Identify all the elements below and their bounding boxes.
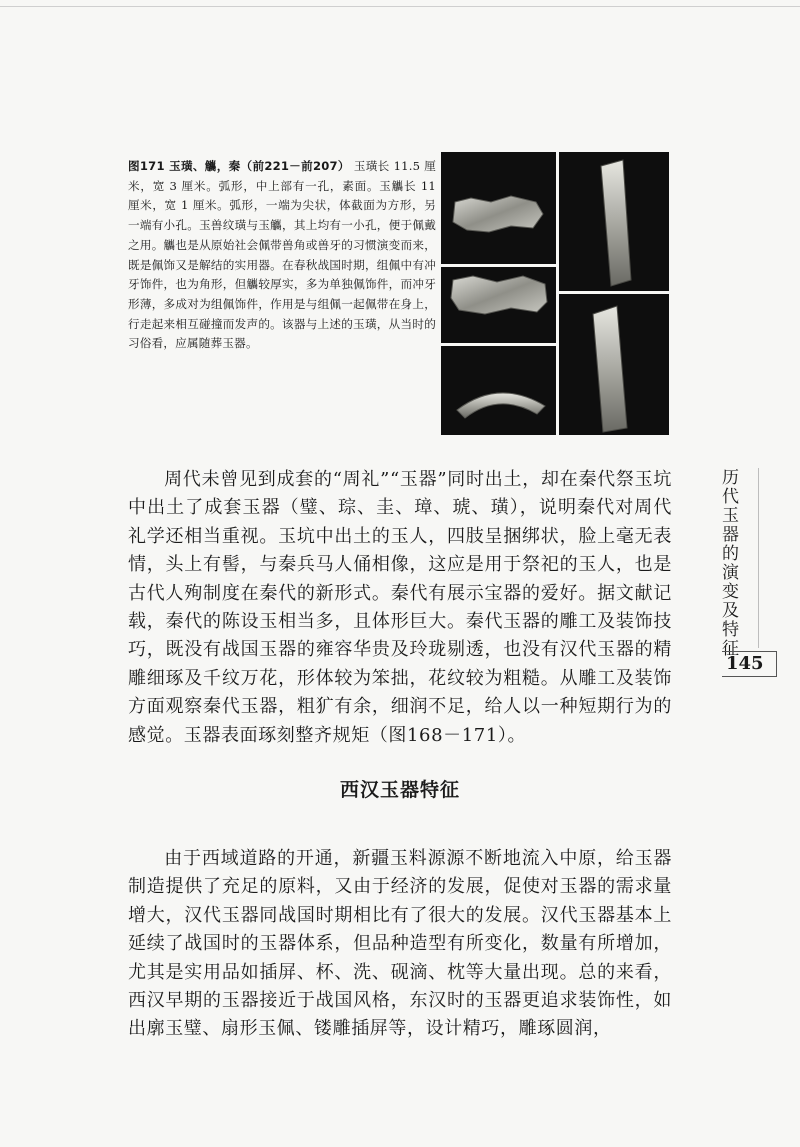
jade-photos-svg — [441, 152, 669, 435]
page-number: 145 — [722, 651, 777, 677]
figure-caption-text: 玉璜长 11.5 厘米，宽 3 厘米。弧形，中上部有一孔，素面。玉觿长 11 厘米，宽 1 厘米。弧形，一端为尖状，体截面为方形，另一端有小孔。玉兽纹璜与玉觿，其上均有一小孔，便于佩戴之用。觿也是从原始社会佩带兽角或兽牙的习惯演变而来，既是佩饰又是解结的实用器。在春秋战国时期，组佩中有冲牙饰件，也为角形，但觿较厚实，多为单独佩饰件，而冲牙形薄，多成对为组佩饰件，作用是与组佩一起佩带在身上，行走起来相互碰撞而发声的。该器与上述的玉璜，从当时的习俗看，应属随葬玉器。 — [128, 159, 436, 351]
jade-piece-3 — [457, 393, 545, 418]
running-head: 历代玉器的演变及特征 — [718, 468, 738, 658]
running-head-rule — [758, 468, 759, 648]
jade-piece-1 — [453, 196, 543, 232]
jade-piece-4 — [601, 160, 631, 286]
figure-heading: 图171 玉璜、觿，秦（前221－前207） — [128, 159, 350, 173]
jade-piece-2 — [451, 276, 547, 314]
figure-caption — [128, 157, 436, 354]
jade-piece-5 — [593, 306, 627, 432]
body-paragraph-qin: 周代未曾见到成套的“周礼”“玉器”同时出土，却在秦代祭玉坑中出土了成套玉器（璧、琮、圭、璋、琥、璜），说明秦代对周代礼学还相当重视。玉坑中出土的玉人，四肢呈捆绑状，脸上毫无表情，头上有髻，与秦兵马人俑相像，这应是用于祭祀的玉人，也是古代人殉制度在秦代的新形式。秦代有展示宝器的爱好。据文献记载，秦代的陈设玉相当多，且体形巨大。秦代玉器的雕工及装饰技巧，既没有战国玉器的雍容华贵及玲珑剔透，也没有汉代玉器的精雕细琢及千纹万花，形体较为笨拙，花纹较为粗糙。从雕工及装饰方面观察秦代玉器，粗犷有余，细润不足，给人以一种短期行为的感觉。玉器表面琢刻整齐规矩（图168－171）。 — [128, 469, 672, 746]
body-paragraph-western-han: 由于西域道路的开通，新疆玉料源源不断地流入中原，给玉器制造提供了充足的原料，又由于经济的发展，促使对玉器的需求量增大，汉代玉器同战国时期相比有了很大的发展。汉代玉器基本上延续了战国时的玉器体系，但品种造型有所变化，数量有所增加，尤其是实用品如插屏、杯、洗、砚滴、枕等大量出现。总的来看，西汉早期的玉器接近于战国风格，东汉时的玉器更追求装饰性，如出廓玉璧、扇形玉佩、镂雕插屏等，设计精巧，雕琢圆润， — [128, 848, 672, 1040]
top-edge-rule — [0, 6, 800, 7]
section-title: 西汉玉器特征 — [339, 779, 460, 801]
